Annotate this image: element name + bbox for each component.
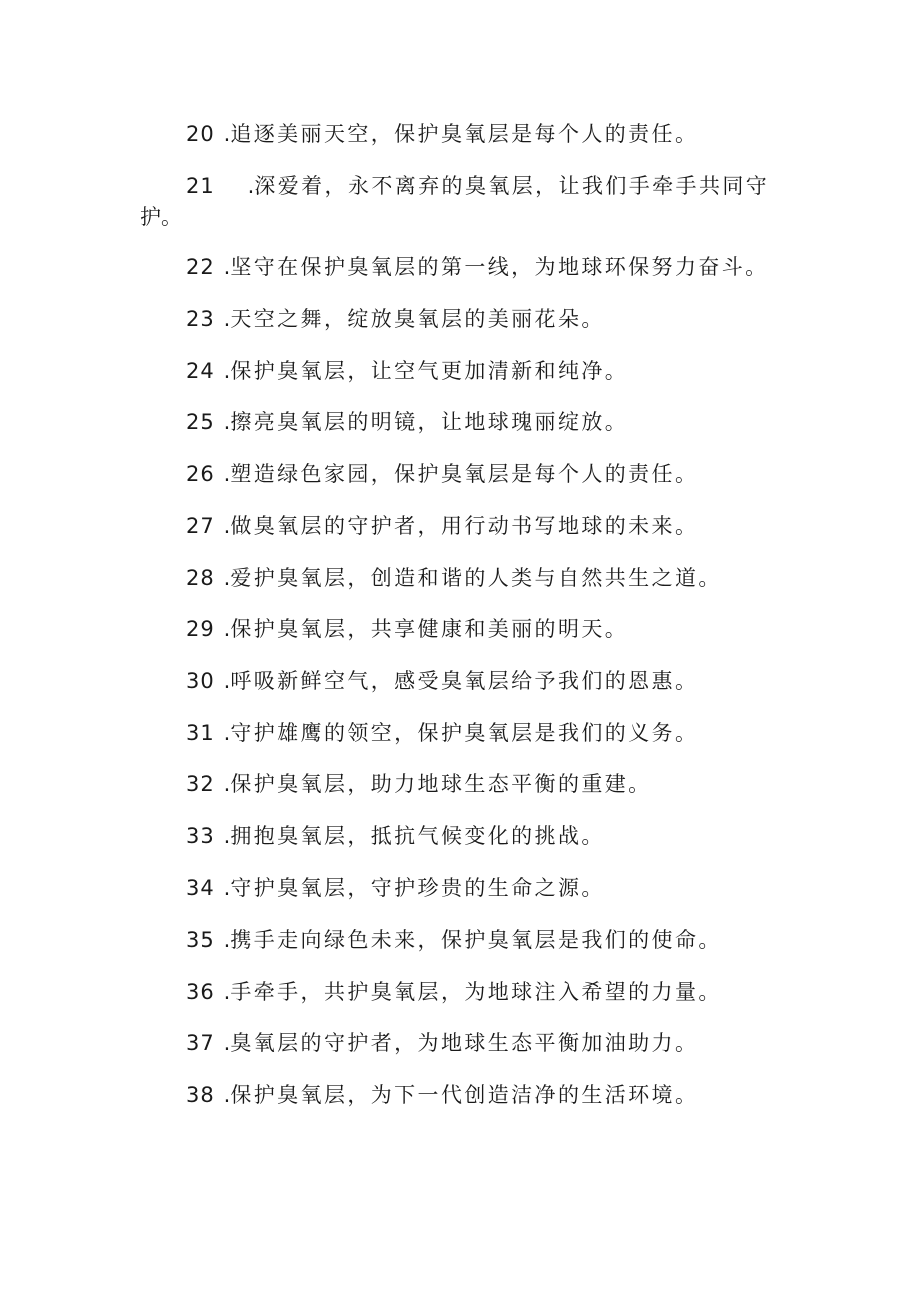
item-text: 爱护臭氧层，创造和谐的人类与自然共生之道。 (230, 566, 722, 590)
item-text: 呼吸新鲜空气，感受臭氧层给予我们的恩惠。 (230, 669, 699, 693)
item-text: 保护臭氧层，助力地球生态平衡的重建。 (230, 772, 652, 796)
item-separator: . (217, 928, 231, 952)
item-number: 37 (186, 1031, 215, 1055)
item-separator: . (217, 307, 231, 331)
item-text: 深爱着，永不离弃的臭氧层，让我们手牵手共同守 (254, 174, 770, 198)
list-item (186, 305, 605, 333)
list-item (186, 978, 722, 1006)
item-text: 保护臭氧层，让空气更加清新和纯净。 (230, 359, 629, 383)
item-number: 24 (186, 359, 215, 383)
item-number: 27 (186, 514, 215, 538)
list-item (186, 770, 652, 798)
list-item (186, 874, 605, 902)
item-number: 33 (186, 824, 215, 848)
item-separator: . (217, 410, 231, 434)
item-separator: . (217, 980, 231, 1004)
list-item (186, 512, 698, 540)
item-text: 保护臭氧层，为下一代创造洁净的生活环境。 (230, 1083, 699, 1107)
item-separator: . (217, 122, 231, 146)
item-text: 塑造绿色家园，保护臭氧层是每个人的责任。 (230, 462, 699, 486)
item-number: 25 (186, 410, 215, 434)
item-number: 26 (186, 462, 215, 486)
list-item (186, 408, 628, 436)
item-number: 36 (186, 980, 215, 1004)
item-number: 30 (186, 669, 215, 693)
item-text: 手牵手，共护臭氧层，为地球注入希望的力量。 (230, 980, 722, 1004)
list-item (186, 1029, 698, 1057)
item-number: 35 (186, 928, 215, 952)
item-separator: . (217, 617, 231, 641)
item-number: 28 (186, 566, 215, 590)
item-separator: . (217, 721, 231, 745)
item-separator: . (217, 772, 231, 796)
item-text: 拥抱臭氧层，抵抗气候变化的挑战。 (230, 824, 605, 848)
list-item (186, 926, 722, 954)
list-item (186, 615, 628, 643)
item-separator: . (217, 876, 231, 900)
item-separator: . (217, 824, 231, 848)
item-text: 天空之舞，绽放臭氧层的美丽花朵。 (230, 307, 605, 331)
item-number: 20 (186, 122, 215, 146)
list-item (186, 822, 605, 850)
item-text-continuation: 护。 (140, 205, 182, 229)
item-separator: . (217, 669, 231, 693)
item-text: 臭氧层的守护者，为地球生态平衡加油助力。 (230, 1031, 699, 1055)
item-number: 22 (186, 255, 215, 279)
item-number: 38 (186, 1083, 215, 1107)
item-text: 守护雄鹰的领空，保护臭氧层是我们的义务。 (230, 721, 699, 745)
item-separator: . (217, 1031, 231, 1055)
item-number: 23 (186, 307, 215, 331)
item-text: 做臭氧层的守护者，用行动书写地球的未来。 (230, 514, 699, 538)
item-separator: . (217, 255, 231, 279)
list-item (186, 564, 722, 592)
item-number: 21 (186, 174, 215, 198)
item-text: 携手走向绿色未来，保护臭氧层是我们的使命。 (230, 928, 722, 952)
item-text: 坚守在保护臭氧层的第一线，为地球环保努力奋斗。 (230, 255, 769, 279)
list-item (186, 120, 698, 148)
item-separator: . (217, 566, 231, 590)
item-separator: . (217, 462, 231, 486)
list-item (186, 172, 769, 200)
item-number: 31 (186, 721, 215, 745)
item-separator: . (217, 359, 231, 383)
list-item (186, 667, 698, 695)
item-separator: . (241, 174, 255, 198)
list-item (186, 357, 628, 385)
list-item (186, 253, 769, 281)
list-item (186, 1081, 698, 1109)
item-number: 34 (186, 876, 215, 900)
item-text: 擦亮臭氧层的明镜，让地球瑰丽绽放。 (230, 410, 629, 434)
item-number: 29 (186, 617, 215, 641)
item-separator: . (217, 514, 231, 538)
item-text: 追逐美丽天空，保护臭氧层是每个人的责任。 (230, 122, 699, 146)
item-text: 保护臭氧层，共享健康和美丽的明天。 (230, 617, 629, 641)
item-number: 32 (186, 772, 215, 796)
list-item (186, 719, 698, 747)
list-item (186, 460, 698, 488)
item-separator: . (217, 1083, 231, 1107)
item-text: 守护臭氧层，守护珍贵的生命之源。 (230, 876, 605, 900)
